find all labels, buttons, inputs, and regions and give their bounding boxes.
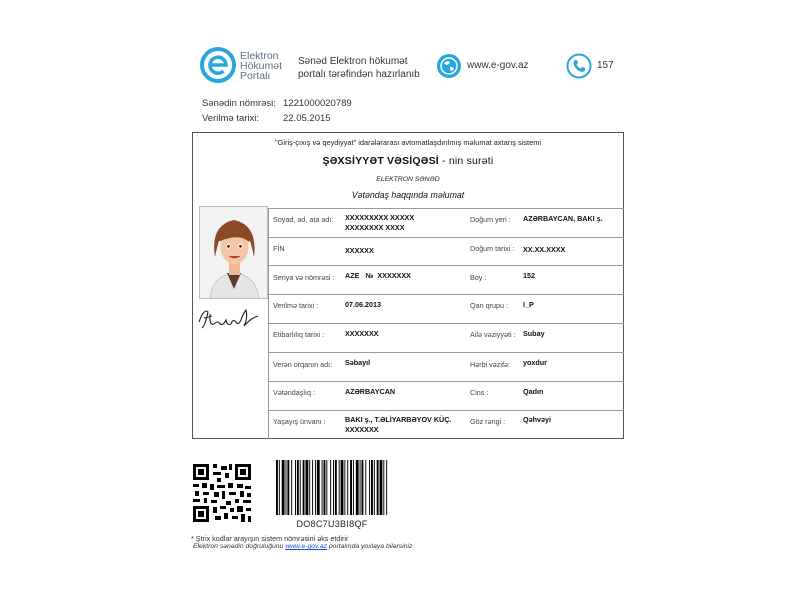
logo-text xyxy=(240,51,282,81)
barcode-bar xyxy=(303,460,305,515)
barcode-bar xyxy=(356,460,359,515)
field-value: 07.06.2013 xyxy=(345,300,381,309)
field-label: Doğum yeri : xyxy=(470,215,511,224)
barcode-bar xyxy=(326,460,327,515)
barcode-bar xyxy=(369,460,370,515)
info-row-fin xyxy=(269,238,624,266)
field-label: Qan qrupu : xyxy=(470,301,508,310)
barcode-bar xyxy=(339,460,340,515)
barcode-bar xyxy=(344,460,345,515)
issue-date-value: 22.05.2015 xyxy=(283,113,331,124)
barcode-bar xyxy=(333,460,334,515)
system-line: "Giriş-çıxış və qeydiyyat" idarələrarası avtomatlaşdırılmış məlumat axtarış sistemi xyxy=(274,138,542,147)
section-title: Vətəndaş haqqında məlumat xyxy=(351,190,465,200)
field-value: Səbayıl xyxy=(345,358,371,367)
doc-number-label: Sənədin nömrəsi: xyxy=(202,98,276,109)
logo-line: Portalı xyxy=(240,70,271,82)
barcode-bar xyxy=(315,460,316,515)
logo-line: Elektron xyxy=(240,50,279,62)
barcode-bar xyxy=(380,460,383,515)
barcode-bar xyxy=(341,460,344,515)
barcode-bar xyxy=(374,460,375,515)
citizen-photo xyxy=(199,206,268,299)
field-label: Göz rəngi : xyxy=(470,417,506,426)
barcode-bar xyxy=(295,460,296,515)
info-row-address xyxy=(269,411,624,439)
signature xyxy=(196,300,264,336)
field-value: Qadın xyxy=(523,387,544,396)
barcode-bar xyxy=(353,460,354,515)
field-label: Boy : xyxy=(470,273,487,282)
info-row-authority xyxy=(269,353,624,381)
doc-number-value: 1221000020789 xyxy=(283,98,352,109)
field-value: XXXXXXXXX XXXXX XXXXXXXX XXXX xyxy=(345,213,415,232)
barcode-bar xyxy=(360,460,361,515)
barcode-bar xyxy=(317,460,320,515)
field-value: AZƏRBAYCAN xyxy=(345,387,396,396)
avatar xyxy=(200,207,268,299)
barcode-bar xyxy=(276,460,278,515)
field-label: Etibarlılıq tarixi : xyxy=(273,330,325,339)
barcode-bar xyxy=(330,460,331,515)
logo-line: Hökumət xyxy=(240,60,283,72)
field-value: 152 xyxy=(523,271,535,280)
electronic-document-label: ELEKTRON SƏNƏD xyxy=(376,176,440,183)
field-value: Subay xyxy=(523,329,545,338)
verify-note: Elektron sənədin doğruluğunu www.e-gov.az portalında yoxlaya bilərsiniz xyxy=(193,543,413,550)
field-label: Hərbi vəzifə: xyxy=(470,360,510,369)
field-label: Ailə vəziyyəti : xyxy=(470,330,516,339)
barcode-bar xyxy=(377,460,379,515)
globe-icon xyxy=(436,53,462,79)
field-label: Seriya və nömrəsi : xyxy=(273,273,335,282)
info-row-serial xyxy=(269,266,624,294)
barcode-bar xyxy=(300,460,301,515)
field-label: Cins : xyxy=(470,388,489,397)
e-gov-link[interactable]: www.e-gov.az xyxy=(285,543,328,550)
e-gov-logo-icon xyxy=(200,47,236,83)
field-label: Vətəndaşlıq : xyxy=(273,388,315,397)
barcode-bar xyxy=(350,460,352,515)
barcode-bar xyxy=(335,460,337,515)
field-label: Soyad, ad, ata adı: xyxy=(273,215,334,224)
document-title: ŞƏXSİYYƏT VƏSİQƏSİ - nin surəti xyxy=(322,155,494,167)
barcode-bar xyxy=(362,460,364,515)
field-value: yoxdur xyxy=(523,358,547,367)
barcode xyxy=(276,460,388,515)
barcode-bar xyxy=(383,460,384,515)
barcode-text: DO8C7U3BI8QF xyxy=(296,519,368,529)
info-row-citizenship xyxy=(269,382,624,410)
barcode-bar xyxy=(324,460,326,515)
barcode-bar xyxy=(297,460,299,515)
prepared-by-text: Sənəd Elektron hökumət portalı tərəfindən hazırlanıb xyxy=(298,56,420,80)
barcode-bar xyxy=(312,460,313,515)
qr-code xyxy=(193,464,251,522)
phone-number: 157 xyxy=(597,60,614,71)
barcode-bar xyxy=(279,460,280,515)
info-row-issue xyxy=(269,295,624,323)
barcode-bar xyxy=(291,460,292,515)
barcode-bar xyxy=(282,460,285,515)
barcode-bar xyxy=(287,460,289,515)
field-label: Yaşayış ünvanı : xyxy=(273,417,326,426)
field-label: Doğum tarixi : xyxy=(470,244,515,253)
issue-date-label: Verilmə tarixi: xyxy=(202,113,260,124)
info-row-validity xyxy=(269,324,624,352)
field-value: XX.XX.XXXX xyxy=(523,245,566,254)
field-value: AZE № XXXXXXX xyxy=(345,271,411,280)
info-row-name xyxy=(269,209,624,237)
barcode-bar xyxy=(286,460,287,515)
barcode-bar xyxy=(305,460,308,515)
phone-icon xyxy=(566,53,592,79)
barcode-bar xyxy=(371,460,373,515)
barcode-bar xyxy=(365,460,366,515)
field-label: FİN xyxy=(273,244,285,253)
barcode-bar xyxy=(386,460,387,515)
field-value: AZƏRBAYCAN, BAKI ş. xyxy=(523,214,603,223)
barcode-note: * Ştrix kodlar arayışın sistem nömrəsini əks etdirir xyxy=(191,534,349,543)
barcode-bar xyxy=(347,460,348,515)
field-label: Verən orqanın adı: xyxy=(273,360,333,369)
field-value: XXXXXX xyxy=(345,246,374,255)
field-label: Verilmə tarixi : xyxy=(273,301,319,310)
barcode-bar xyxy=(309,460,310,515)
field-value: BAKI ş., T.ƏLİYARBƏYOV KÜÇ. XXXXXXX xyxy=(345,415,452,434)
field-value: I_P xyxy=(523,300,534,309)
barcode-bar xyxy=(322,460,323,515)
website-link[interactable]: www.e-gov.az xyxy=(467,60,529,71)
field-value: XXXXXXX xyxy=(345,329,379,338)
field-value: Qəhvəyi xyxy=(523,415,551,424)
